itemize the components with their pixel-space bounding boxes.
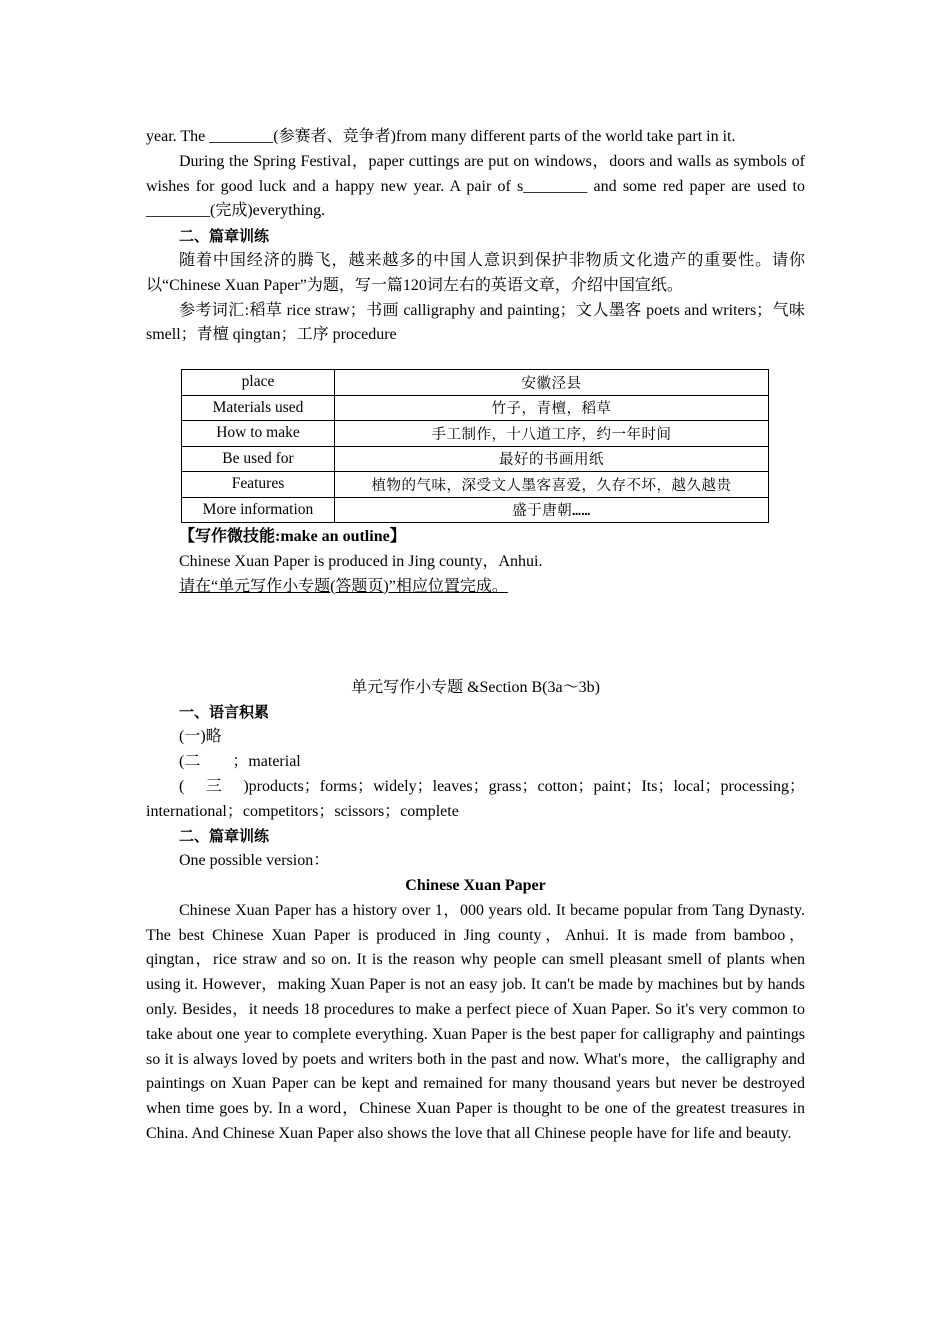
row-label: Be used for xyxy=(182,446,335,472)
section-heading: 二、篇章训练 xyxy=(179,827,270,846)
row-label: Materials used xyxy=(182,395,335,421)
instruction-line xyxy=(146,575,805,600)
skill-heading-prefix: 【写作微技能: xyxy=(179,528,281,546)
table-row xyxy=(182,421,769,447)
row-value: 手工制作，十八道工序，约一年时间 xyxy=(335,421,769,447)
answers-title: 单元写作小专题 &Section B(3a～3b) xyxy=(351,678,600,696)
answer-item: (三)products；forms；widely；leaves；grass；cotton；paint；Its；local；processing；international；competitors；scissors；complete xyxy=(146,777,805,820)
outline-table xyxy=(181,369,769,523)
answer-item: (一)略 xyxy=(179,728,222,746)
answer-item: (二 ；material xyxy=(179,752,301,770)
skill-heading xyxy=(146,525,805,550)
row-value: 盛于唐朝…… xyxy=(335,497,769,523)
row-value: 最好的书画用纸 xyxy=(335,446,769,472)
document-page xyxy=(146,125,805,1147)
table-row xyxy=(182,370,769,396)
row-label: place xyxy=(182,370,335,396)
row-label: More information xyxy=(182,497,335,523)
row-value: 安徽泾县 xyxy=(335,370,769,396)
row-value: 竹子，青檀，稻草 xyxy=(335,395,769,421)
essay-title: Chinese Xuan Paper xyxy=(405,876,546,894)
possible-version-label: One possible version： xyxy=(179,852,330,870)
row-value: 植物的气味，深受文人墨客喜爱，久存不坏，越久越贵 xyxy=(335,472,769,498)
writing-task: 随着中国经济的腾飞，越来越多的中国人意识到保护非物质文化遗产的重要性。请你以“Chinese Xuan Paper”为题，写一篇120词左右的英语文章，介绍中国宣纸。 xyxy=(146,251,805,294)
skill-heading-en: make an outline xyxy=(280,528,390,546)
sample-sentence: Chinese Xuan Paper is produced in Jing county，Anhui. xyxy=(179,552,543,570)
essay-body: Chinese Xuan Paper has a history over 1，000 years old. It became popular from Tang Dynasty. The best Chinese Xuan Paper is produced in Jing county，Anhui. It is made from bamboo，qingtan，rice straw and so on. It is the reason why people can smell pleasant smell of plants when using it. However，making Xuan Paper is not an easy job. It can't be made by machines but by hands only. Besides，it needs 18 procedures to make a perfect piece of Xuan Paper. So it's very common to take about one year to complete everything. Xuan Paper is the best paper for calligraphy and paintings so it is always loved by poets and writers both in the past and now. What's more，the calligraphy and paintings on Xuan Paper can be kept and remained for many thousand years but never be destroyed when time goes by. In a word，Chinese Xuan Paper is thought to be one of the greatest treasures in China. And Chinese Xuan Paper also shows the love that all Chinese people have for life and beauty. xyxy=(146,901,806,1142)
row-label: Features xyxy=(182,472,335,498)
vocabulary-hints: 参考词汇:稻草 rice straw；书画 calligraphy and painting；文人墨客 poets and writers；气味 smell；青檀 qingtan；工序 procedure xyxy=(146,301,805,344)
exercise-paragraph: During the Spring Festival，paper cuttings are put on windows，doors and walls as symbols of wishes for good luck and a happy new year. A pair of s________ and some red paper are used to ________(完成)everything. xyxy=(146,152,805,220)
skill-heading-suffix: 】 xyxy=(389,528,406,546)
section-heading: 一、语言积累 xyxy=(179,703,270,722)
section-heading: 二、篇章训练 xyxy=(179,227,270,246)
exercise-line: year. The ________(参赛者、竞争者)from many different parts of the world take part in it. xyxy=(146,128,736,145)
table-row xyxy=(182,497,769,523)
table-row xyxy=(182,472,769,498)
table-row xyxy=(182,395,769,421)
table-row xyxy=(182,446,769,472)
instruction-text: 请在“单元写作小专题(答题页)”相应位置完成。 xyxy=(179,577,508,595)
row-label: How to make xyxy=(182,421,335,447)
